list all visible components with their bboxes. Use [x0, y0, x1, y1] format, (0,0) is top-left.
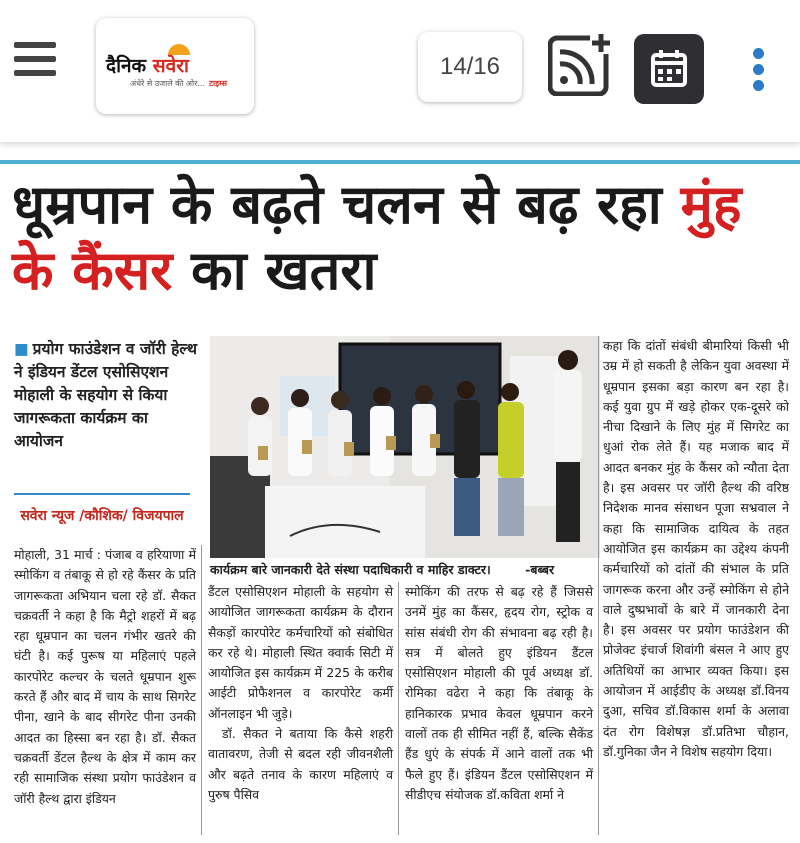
page-bottom	[0, 836, 800, 843]
article-column-2: डैंटल एसोसिएशन मोहाली के सहयोग से आयोजित जागरूकता कार्यक्रम के दौरान सैकड़ों कारपोरेट कर्मचारियों को संबोधित कर रहे थे। मोहाली स्थित क्वार्क सिटी में आयोजित इस कार्यक्रम में 225 के करीब आईटी प्रोफैशनल व कारपोरेट कर्मी ऑनलाइन भी जुड़े। डॉ. सैकत ने बताया कि कैसे शहरी वातावरण, तेजी से बदल रही जीवनशैली और बढ़ते तनाव के कारण महिलाएं व पुरुष पैसिव	[208, 584, 393, 802]
newspaper-logo[interactable]	[96, 18, 254, 114]
logo-tagline: अंधेरे से उजाले की ओर...	[130, 79, 206, 88]
more-vertical-icon[interactable]	[748, 48, 768, 98]
bullet-icon: ■	[14, 340, 29, 358]
photo-caption: कार्यक्रम बारे जानकारी देते संस्था पदाधिकारी व माहिर डाक्टर। -बब्बर	[210, 562, 555, 577]
column-divider	[598, 336, 599, 835]
photo-credit: -बब्बर	[525, 562, 555, 577]
page-indicator-button[interactable]: 14/16	[418, 32, 522, 102]
article-column-4: कहा कि दांतों संबंधी बीमारियां किसी भी उम्र में हो सकती है लेकिन युवा अवस्था में धूम्रपान इसका बड़ा कारण बन रहा है। कई युवा ग्रुप में खड़े होकर एक-दूसरे को नीचा दिखाने के लिए मुंह में सिगरेट का धुआं रोक लेते हैं। यह मजाक बाद में आदत बनकर मुंह के कैंसर को न्यौता देता है। इस अवसर पर जॉरी हैल्थ की वरिष्ठ निदेशक मानव संसाधन पूजा सभ्रवाल ने कहा कि सामाजिक दायित्व के तहत आयोजित इस कार्यक्रम का उद्देश्य कंपनी कर्मचारियों को दांतों की संभाल के प्रति जागरूक करना और उन्हें स्मोकिंग से होने वाले दुष्प्रभावों के बारे में जानकारी देना है। इस अवसर पर प्रयोग फाउंडेशन की प्रोजेक्ट इंचार्ज शिवांगी बंसल ने आए हुए अतिथियों का आभार व्यक्त किया। इस आयोजन में आईडीए के अध्यक्ष डॉ.विनय दुआ, सचिव डॉ.विकास शर्मा के अलावा दंत रोग विशेषज्ञ डॉ.प्रतिभा चौहान, डॉ.गुनिका जैन ने विशेष सहयोग दिया।	[603, 338, 789, 759]
rss-add-icon[interactable]	[548, 32, 612, 96]
column-divider	[398, 582, 399, 835]
article-column-1: मोहाली, 31 मार्च : पंजाब व हरियाणा में स्मोकिंग व तंबाकू से हो रहे कैंसर के प्रति जागरूकता अभियान चला रहे डॉ. सैकत चक्रवर्ती ने कहा है कि मैट्रो शहरों में बढ़ रहा धूम्रपान का चलन गंभीर खतरे की घंटी है। कई पुरूष या महिलाएं पहले कारपोरेट कल्चर के चलते धूम्रपान शुरू करते हैं और बाद में चाय के साथ सिगरेट पीना, खाने के बाद सीगरेट पीना उनकी आदत का हिस्सा बन रहा है। डॉ. सैकत चक्रवर्ती डेंटल हैल्थ के क्षेत्र में काम कर रही सामाजिक संस्था प्रयोग फाउंडेशन व जॉरी हैल्थ द्वारा इंडियन	[14, 547, 196, 806]
app-bar	[0, 0, 800, 142]
subhead-underline	[14, 493, 190, 495]
logo-brand: सवेरा	[152, 55, 189, 77]
article-byline: सवेरा न्यूज /कौशिक/ विजयपाल	[20, 508, 184, 524]
calendar-icon[interactable]	[634, 34, 704, 104]
column-divider	[201, 545, 202, 835]
menu-icon[interactable]	[14, 42, 56, 78]
page-divider	[0, 160, 800, 164]
article-photo	[210, 336, 600, 558]
logo-main: दैनिक	[106, 55, 147, 77]
article-column-3: स्मोकिंग की तरफ से बढ़ रहे हैं जिससे उनमें मुंह का कैंसर, हृदय रोग, स्ट्रोक व सांस संबंधी रोग की संभावना बढ़ रही है। सत्र में बोलते हुए इंडियन डैंटल एसोसिएशन मोहाली की पूर्व अध्यक्ष डॉ. रोमिका वढेरा ने कहा कि तंबाकू के हानिकारक प्रभाव केवल धूम्रपान करने वालों तक ही सीमित नहीं हैं, बल्कि सैकेंड हैंड धुएं के संपर्क में आने वालों तक भी फैले हुए हैं। इंडियन डैंटल एसोसिएशन में सीडीएच संयोजक डॉ.कविता शर्मा ने	[405, 584, 593, 802]
article-subhead: ■ प्रयोग फाउंडेशन व जॉरी हेल्थ ने इंडियन डेंटल एसोसिएशन मोहाली के सहयोग से किया जागरूकता कार्यक्रम का आयोजन	[14, 340, 198, 450]
article-headline: धूम्रपान के बढ़ते चलन से बढ़ रहा मुंह के कैंसर का खतरा	[12, 173, 742, 302]
logo-suffix: टाइम्स	[209, 79, 228, 88]
headline-highlight: मुंह के कैंसर	[12, 173, 742, 302]
